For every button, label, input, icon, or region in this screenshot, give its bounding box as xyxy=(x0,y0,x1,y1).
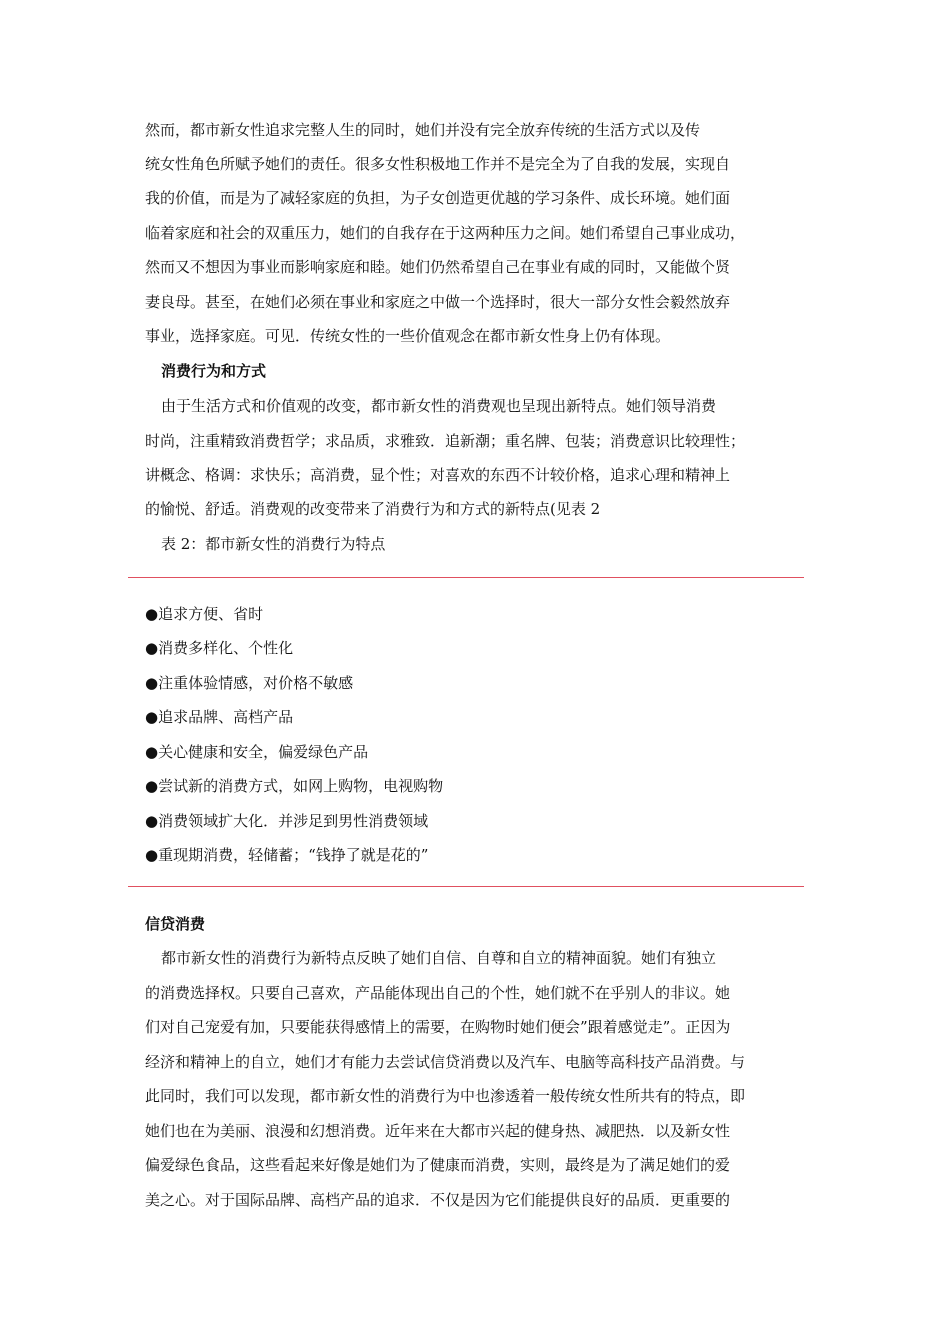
table-row: ●追求品牌、高档产品 xyxy=(145,708,294,726)
table-row: ●尝试新的消费方式，如网上购物，电视购物 xyxy=(145,777,444,795)
text-line: 的消费选择权。只要自己喜欢，产品能体现出自己的个性，她们就不在乎别人的非议。她 xyxy=(145,984,731,1002)
text-line: 都市新女性的消费行为新特点反映了她们自信、自尊和自立的精神面貌。她们有独立 xyxy=(161,949,717,967)
text-line: 讲概念、格调：求快乐；高消费，显个性；对喜欢的东西不计较价格，追求心理和精神上 xyxy=(145,466,731,484)
text-line: 美之心。对于国际品牌、高档产品的追求．不仅是因为它们能提供良好的品质．更重要的 xyxy=(145,1191,731,1209)
text-line: 然而，都市新女性追求完整人生的同时，她们并没有完全放弃传统的生活方式以及传 xyxy=(145,121,701,139)
text-line: 临着家庭和社会的双重压力，她们的自我存在于这两种压力之间。她们希望自己事业成功， xyxy=(145,224,746,242)
table-row: ●消费多样化、个性化 xyxy=(145,639,294,657)
section-heading-credit-consumption: 信贷消费 xyxy=(145,915,206,933)
text-line: 事业，选择家庭。可见．传统女性的一些价值观念在都市新女性身上仍有体现。 xyxy=(145,327,671,345)
text-line: 偏爱绿色食品，这些看起来好像是她们为了健康而消费，实则，最终是为了满足她们的爱 xyxy=(145,1156,731,1174)
text-line: 她们也在为美丽、浪漫和幻想消费。近年来在大都市兴起的健身热、减肥热．以及新女性 xyxy=(145,1122,731,1140)
table-row: ●追求方便、省时 xyxy=(145,605,264,623)
text-line: 此同时，我们可以发现，都市新女性的消费行为中也渗透着一般传统女性所共有的特点，即 xyxy=(145,1087,746,1105)
text-line: 时尚，注重精致消费哲学；求品质，求雅致．追新潮；重名牌、包装；消费意识比较理性； xyxy=(145,432,746,450)
table-caption: 表 2：都市新女性的消费行为特点 xyxy=(161,535,386,553)
text-line: 妻良母。甚至，在她们必须在事业和家庭之中做一个选择时，很大一部分女性会毅然放弃 xyxy=(145,293,731,311)
text-line: 们对自己宠爱有加，只要能获得感情上的需要，在购物时她们便会”跟着感觉走”。正因为 xyxy=(145,1018,731,1036)
text-line: 然而又不想因为事业而影响家庭和睦。她们仍然希望自己在事业有咸的同时，又能做个贤 xyxy=(145,258,731,276)
table-top-rule xyxy=(128,577,804,578)
table-row: ●消费领域扩大化．并涉足到男性消费领域 xyxy=(145,812,429,830)
table-bottom-rule xyxy=(128,886,804,887)
text-line: 我的价值，而是为了减轻家庭的负担，为子女创造更优越的学习条件、成长环境。她们面 xyxy=(145,189,731,207)
text-line: 经济和精神上的自立，她们才有能力去尝试信贷消费以及汽车、电脑等高科技产品消费。与 xyxy=(145,1053,746,1071)
section-heading-consumption-behavior: 消费行为和方式 xyxy=(161,362,267,380)
text-line: 由于生活方式和价值观的改变，都市新女性的消费观也呈现出新特点。她们领导消费 xyxy=(161,397,717,415)
text-line: 的愉悦、舒适。消费观的改变带来了消费行为和方式的新特点(见表 2 xyxy=(145,500,601,518)
table-row: ●注重体验情感，对价格不敏感 xyxy=(145,674,354,692)
table-row: ●关心健康和安全，偏爱绿色产品 xyxy=(145,743,369,761)
text-line: 统女性角色所赋予她们的责任。很多女性积极地工作并不是完全为了自我的发展，实现自 xyxy=(145,155,731,173)
table-row: ●重现期消费，轻储蓄；“钱挣了就是花的” xyxy=(145,846,429,864)
